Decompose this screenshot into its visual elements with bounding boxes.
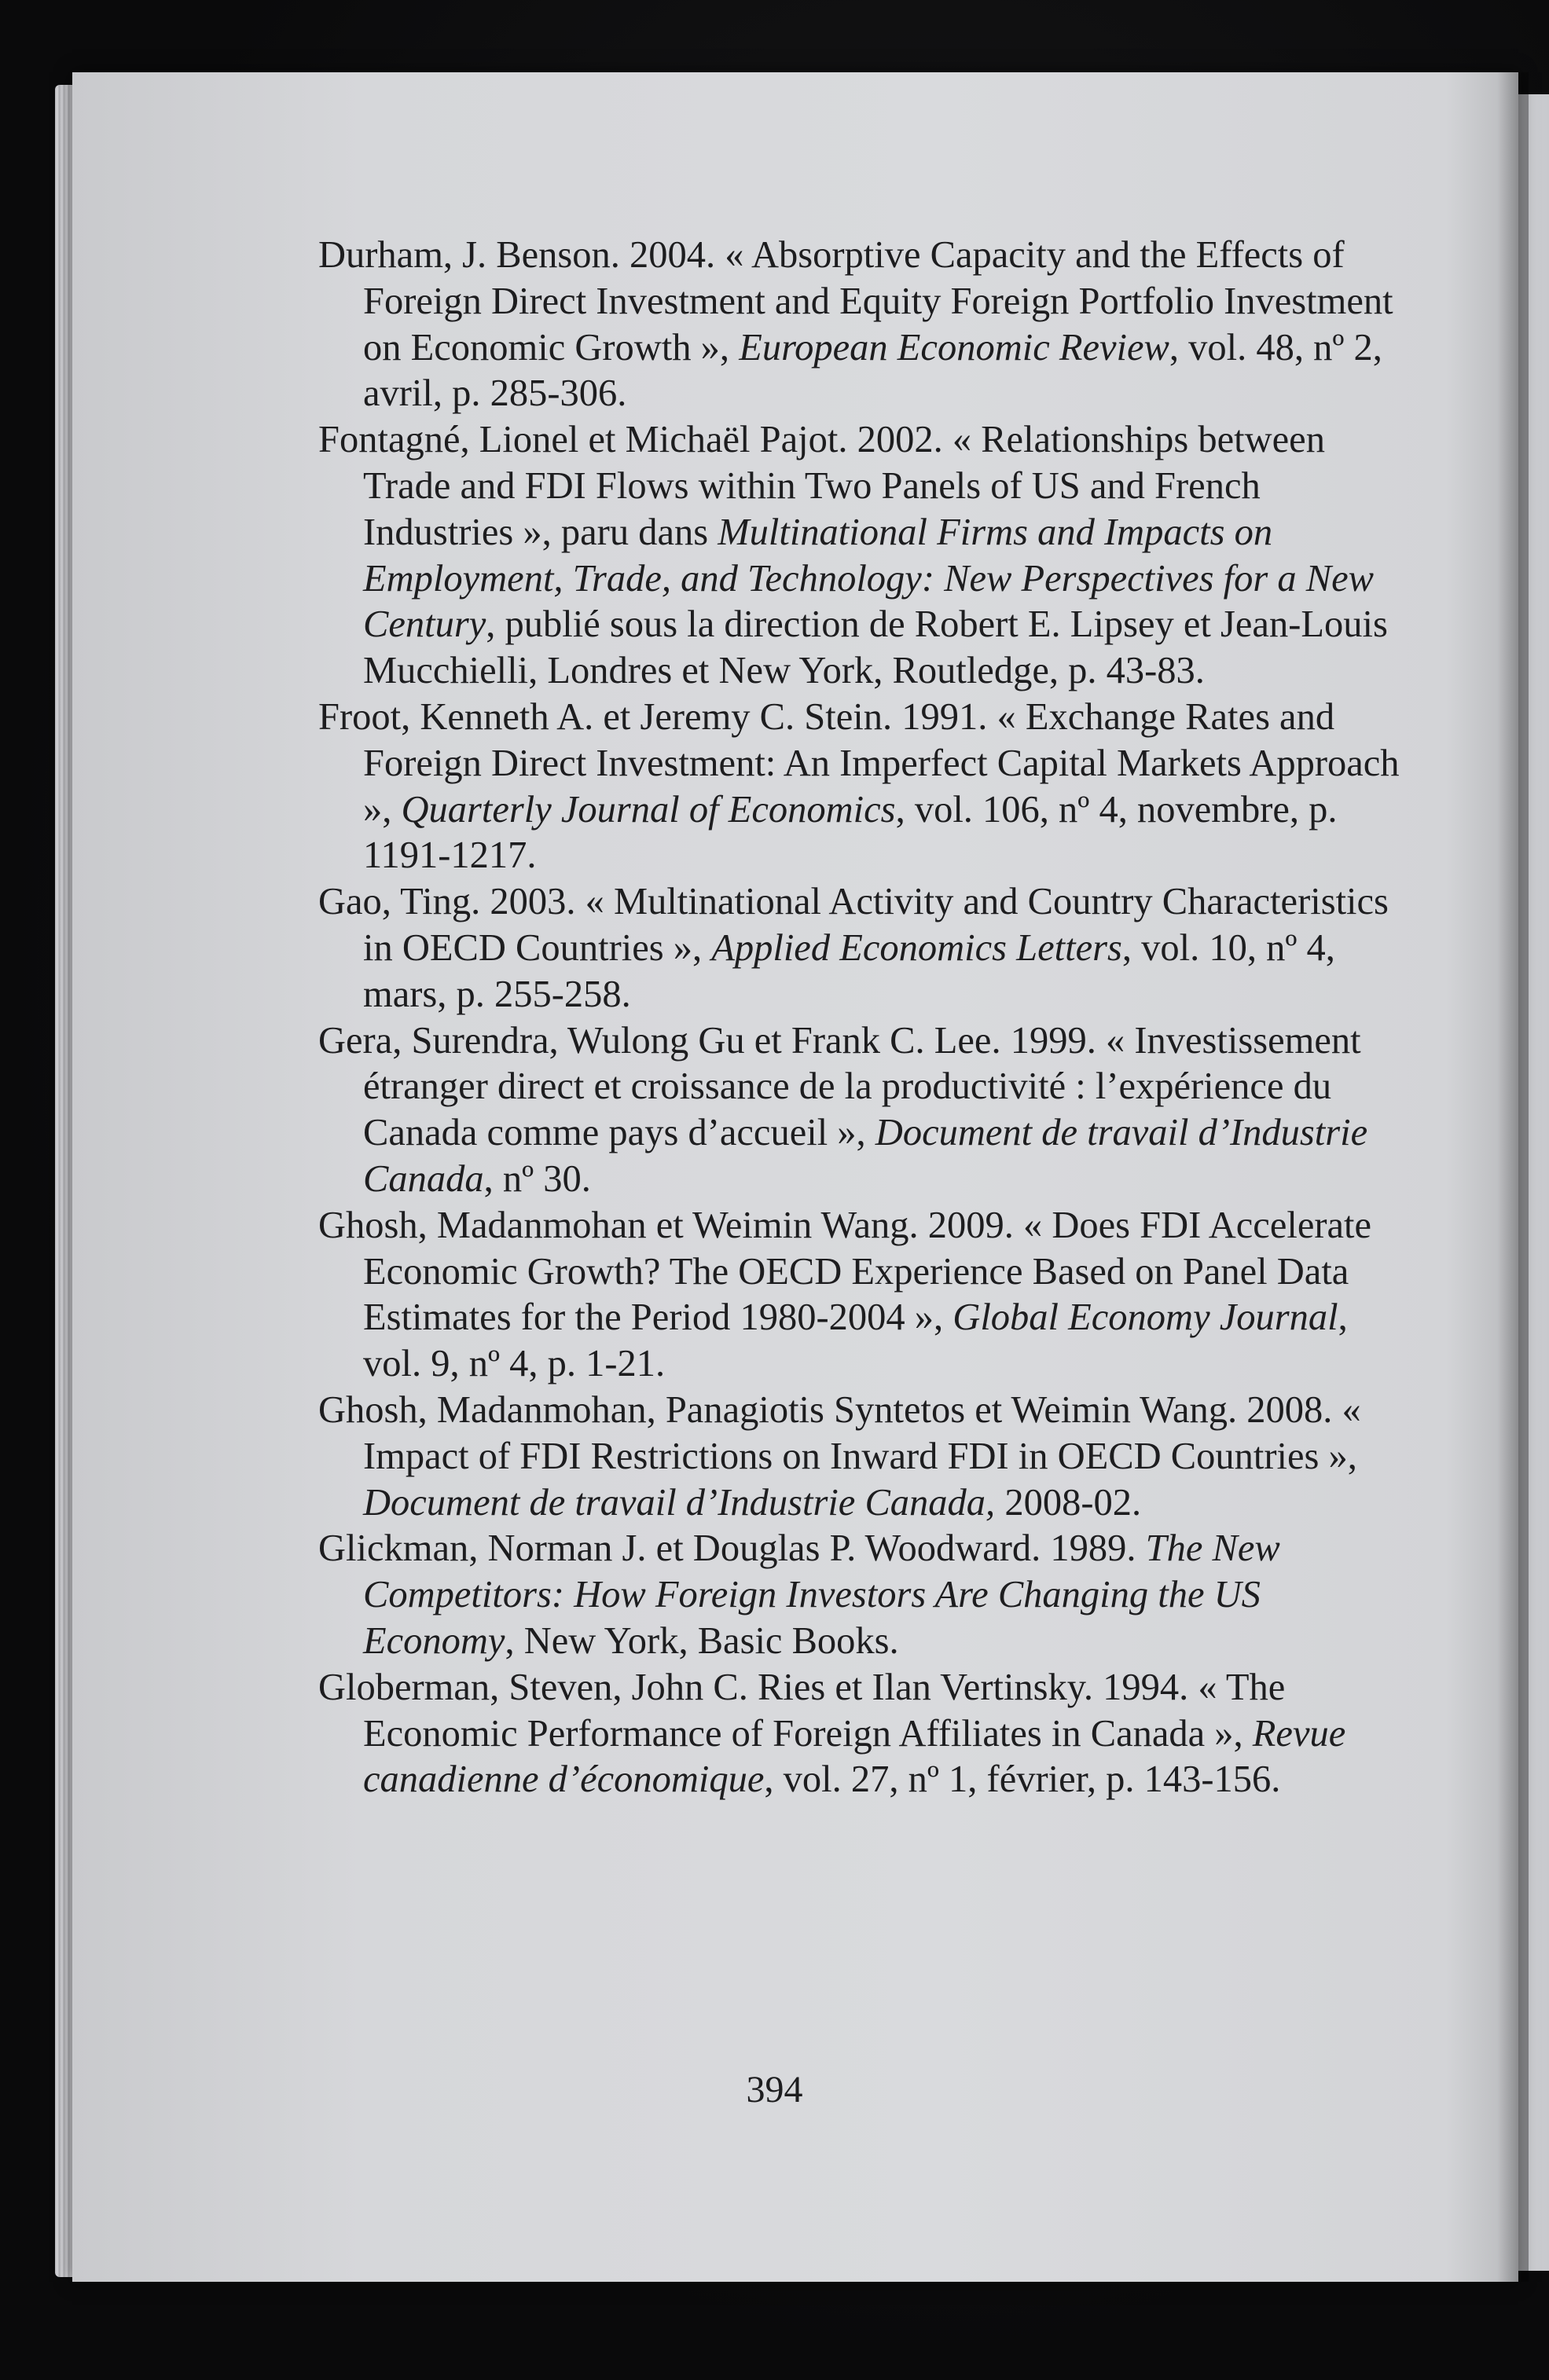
reference-title: Revue canadienne d’économique <box>363 1712 1346 1801</box>
reference-text: Globerman, Steven, John C. Ries et Ilan Vertinsky. 1994. « The Economic Performance of Foreign Affiliates in Canada », <box>318 1666 1286 1755</box>
reference-text: Fontagné, Lionel et Michaël Pajot. 2002. « Relationships between Trade and FDI Flows within Two Panels of US and French Industries », paru dans <box>318 419 1325 553</box>
reference-title: The New Competitors: How Foreign Investors Are Changing the US Economy <box>363 1527 1280 1662</box>
reference-text: Gera, Surendra, Wulong Gu et Frank C. Lee. 1999. « Investissement étranger direct et croissance de la productivité : l’expérience du Canada comme pays d’accueil », <box>318 1019 1361 1154</box>
reference-title: Multinational Firms and Impacts on Employment, Trade, and Technology: New Perspectives for a New Century <box>363 511 1374 646</box>
reference-entry <box>318 1665 1403 1803</box>
reference-entry <box>318 233 1403 417</box>
reference-title: Document de travail d’Industrie Canada, <box>363 1481 996 1524</box>
reference-title: Quarterly Journal of Economics <box>401 788 896 831</box>
reference-entry <box>318 1526 1403 1664</box>
reference-text: Durham, J. Benson. 2004. « Absorptive Capacity and the Effects of Foreign Direct Investment and Equity Foreign Portfolio Investment on Economic Growth », <box>318 234 1393 369</box>
reference-title: Applied Economics Letters <box>711 926 1122 969</box>
reference-details: , vol. 9, nº 4, p. 1-21. <box>363 1296 1348 1385</box>
reference-text: Glickman, Norman J. et Douglas P. Woodward. 1989. <box>318 1527 1146 1570</box>
reference-details: , vol. 10, nº 4, mars, p. 255-258. <box>363 926 1335 1015</box>
reference-text: Ghosh, Madanmohan, Panagiotis Syntetos et Weimin Wang. 2008. « Impact of FDI Restrictions on Inward FDI in OECD Countries », <box>318 1388 1361 1477</box>
reference-entry <box>318 695 1403 879</box>
reference-entry <box>318 879 1403 1018</box>
gutter-shadow <box>1497 72 1529 2282</box>
bibliography-list <box>318 233 1403 1803</box>
reference-text: Froot, Kenneth A. et Jeremy C. Stein. 1991. « Exchange Rates and Foreign Direct Investment: An Imperfect Capital Markets Approach », <box>318 695 1400 831</box>
reference-details: , nº 30. <box>483 1157 591 1200</box>
reference-details: , publié sous la direction de Robert E. Lipsey et Jean-Louis Mucchielli, Londres et New York, Routledge, p. 43-83. <box>363 603 1388 692</box>
reference-details: , vol. 48, nº 2, avril, p. 285-306. <box>363 326 1382 415</box>
reference-title: Document de travail d’Industrie Canada <box>363 1112 1368 1200</box>
reference-details: , vol. 27, nº 1, février, p. 143-156. <box>764 1758 1281 1801</box>
reference-entry <box>318 1018 1403 1203</box>
reference-details: 2008-02. <box>995 1481 1142 1524</box>
reference-entry <box>318 1388 1403 1526</box>
page-number: 394 <box>746 2069 803 2110</box>
reference-text: Gao, Ting. 2003. « Multinational Activity and Country Characteristics in OECD Countries », <box>318 881 1389 969</box>
reference-text: Ghosh, Madanmohan et Weimin Wang. 2009. « Does FDI Accelerate Economic Growth? The OECD Experience Based on Panel Data Estimates for the Period 1980-2004 », <box>318 1204 1372 1339</box>
reference-details: , New York, Basic Books. <box>505 1619 899 1662</box>
reference-details: , vol. 106, nº 4, novembre, p. 1191-1217. <box>363 788 1338 877</box>
reference-entry <box>318 417 1403 695</box>
reference-title: European Economic Review <box>739 326 1169 369</box>
reference-entry <box>318 1203 1403 1388</box>
reference-title: Global Economy Journal <box>953 1296 1338 1339</box>
